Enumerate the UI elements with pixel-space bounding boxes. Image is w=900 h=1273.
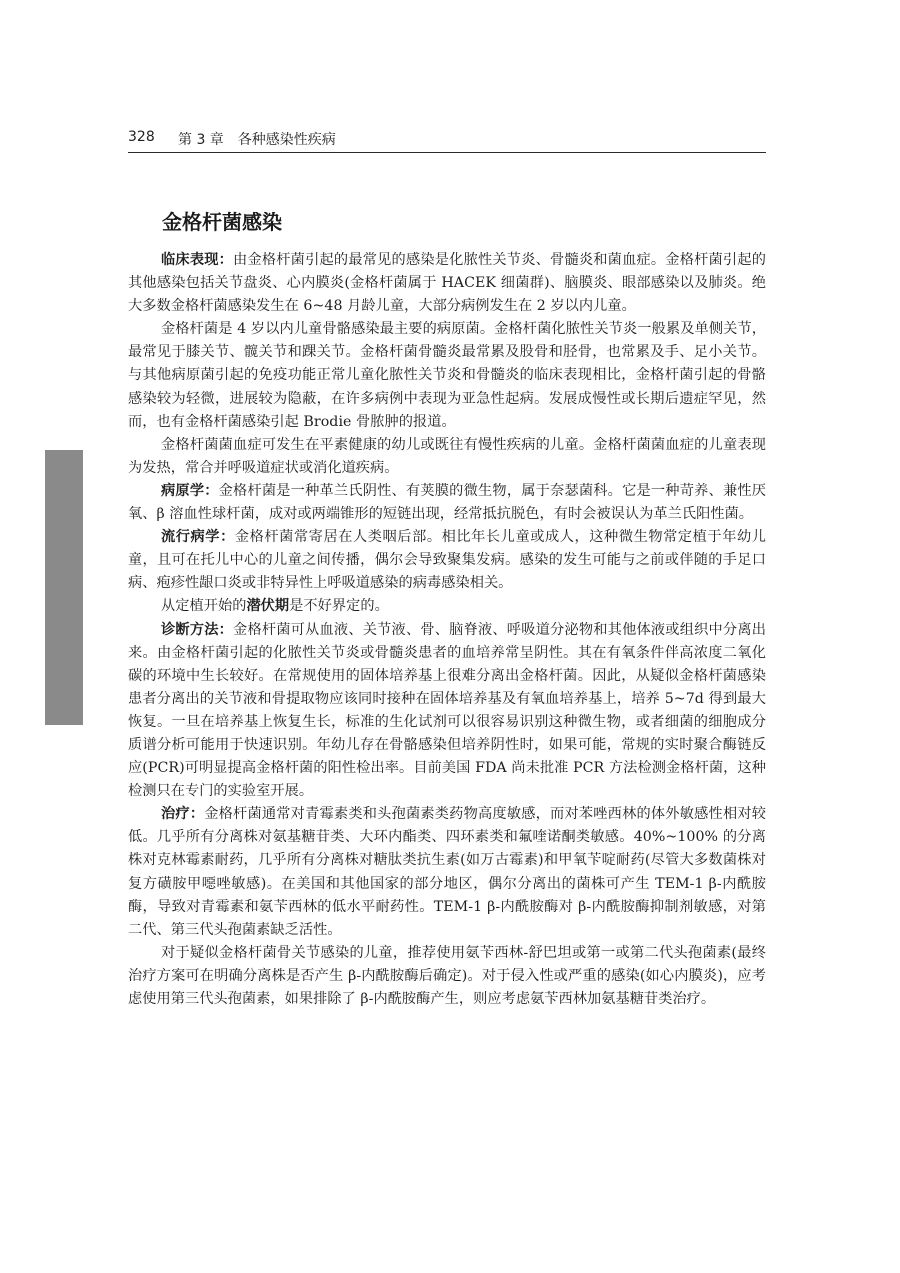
paragraph-text: 是不好界定的。 — [289, 598, 389, 615]
paragraph-lead: 流行病学： — [161, 529, 235, 546]
paragraph-text: 金格杆菌是 4 岁以内儿童骨骼感染最主要的病原菌。金格杆菌化脓性关节炎一般累及单侧关节，最常见于膝关节、髋关节和踝关节。金格杆菌骨髓炎最常累及股骨和胫骨，也常累及手、足小关节。与其他病原菌引起的免疫功能正常儿童化脓性关节炎和骨髓炎的临床表现相比，金格杆菌引起的骨骼感染较为轻微，进展较为隐蔽，在许多病例中表现为亚急性起病。发展成慢性或长期后遗症罕见，然而，也有金格杆菌感染引起 Brodie 骨脓肿的报道。 — [128, 321, 766, 430]
paragraph — [128, 318, 766, 433]
paragraph-text: 金格杆菌菌血症可发生在平素健康的幼儿或既往有慢性疾病的儿童。金格杆菌菌血症的儿童表现为发热，常合并呼吸道症状或消化道疾病。 — [128, 436, 766, 476]
body-text — [128, 249, 766, 1011]
incubation-period-term: 潜伏期 — [246, 598, 290, 615]
paragraph-lead: 病原学： — [161, 482, 219, 499]
paragraph — [128, 595, 766, 618]
page-number: 328 — [128, 129, 155, 145]
paragraph-pre: 从定植开始的 — [161, 598, 247, 615]
running-header — [128, 128, 766, 153]
paragraph-text: 金格杆菌是一种革兰氏阴性、有荚膜的微生物，属于奈瑟菌科。它是一种苛养、兼性厌氧、β 溶血性球杆菌，成对或两端锥形的短链出现，经常抵抗脱色，有时会被误认为革兰氏阳性菌。 — [128, 482, 766, 523]
paragraph-lead: 诊断方法： — [161, 621, 234, 638]
paragraph — [128, 480, 766, 526]
chapter-title: 第 3 章 各种感染性疾病 — [178, 132, 336, 148]
paragraph — [128, 526, 766, 595]
paragraph-lead: 临床表现： — [161, 252, 234, 268]
paragraph-text: 金格杆菌常寄居在人类咽后部。相比年长儿童或成人，这种微生物常定植于年幼儿童，且可在托儿中心的儿童之间传播，偶尔会导致聚集发病。感染的发生可能与之前或伴随的手足口病、疱疹性龈口炎或非特异性上呼吸道感染的病毒感染相关。 — [128, 529, 766, 592]
paragraph — [128, 619, 766, 804]
paragraph — [128, 434, 766, 480]
section-title: 金格杆菌感染 — [162, 210, 282, 234]
paragraph-text: 金格杆菌可从血液、关节液、骨、脑脊液、呼吸道分泌物和其他体液或组织中分离出来。由金格杆菌引起的化脓性关节炎或骨髓炎患者的血培养常呈阴性。其在有氧条件伴高浓度二氧化碳的环境中生长较好。在常规使用的固体培养基上很难分离出金格杆菌。因此，从疑似金格杆菌感染患者分离出的关节液和骨提取物应该同时接种在固体培养基及有氧血培养基上，培养 5~7d 得到最大恢复。一旦在培养基上恢复生长，标准的生化试剂可以很容易识别这种微生物，或者细菌的细胞成分质谱分析可能用于快速识别。年幼儿存在骨骼感染但培养阴性时，如果可能，常规的实时聚合酶链反应(PCR)可明显提高金格杆菌的阳性检出率。目前美国 FDA 尚未批准 PCR 方法检测金格杆菌，这种检测只在专门的实验室开展。 — [128, 621, 766, 800]
paragraph-text: 金格杆菌通常对青霉素类和头孢菌素类药物高度敏感，而对苯唑西林的体外敏感性相对较低。几乎所有分离株对氨基糖苷类、大环内酯类、四环素类和氟喹诺酮类敏感。40%~100% 的分离株对克林霉素耐药，几乎所有分离株对糖肽类抗生素(如万古霉素)和甲氧苄啶耐药(尽管大多数菌株对复方磺胺甲噁唑敏感)。在美国和其他国家的部分地区，偶尔分离出的菌株可产生 TEM-1 β-内酰胺酶，导致对青霉素和氨苄西林的低水平耐药性。TEM-1 β-内酰胺酶对 β-内酰胺酶抑制剂敏感，对第二代、第三代头孢菌素缺乏活性。 — [128, 806, 767, 938]
paragraph-text: 由金格杆菌引起的最常见的感染是化脓性关节炎、骨髓炎和菌血症。金格杆菌引起的其他感染包括关节盘炎、心内膜炎(金格杆菌属于 HACEK 细菌群)、脑膜炎、眼部感染以及肺炎。绝大多数金格杆菌感染发生在 6~48 月龄儿童，大部分病例发生在 2 岁以内儿童。 — [128, 252, 766, 315]
paragraph — [128, 803, 766, 942]
chapter-side-tab — [45, 450, 83, 725]
paragraph — [128, 942, 766, 1011]
paragraph — [128, 249, 766, 318]
paragraph-lead: 治疗： — [161, 806, 205, 823]
paragraph-text: 对于疑似金格杆菌骨关节感染的儿童，推荐使用氨苄西林-舒巴坦或第一或第二代头孢菌素(最终治疗方案可在明确分离株是否产生 β-内酰胺酶后确定)。对于侵入性或严重的感染(如心内膜炎)，应考虑使用第三代头孢菌素，如果排除了 β-内酰胺酶产生，则应考虑氨苄西林加氨基糖苷类治疗。 — [128, 944, 766, 1007]
